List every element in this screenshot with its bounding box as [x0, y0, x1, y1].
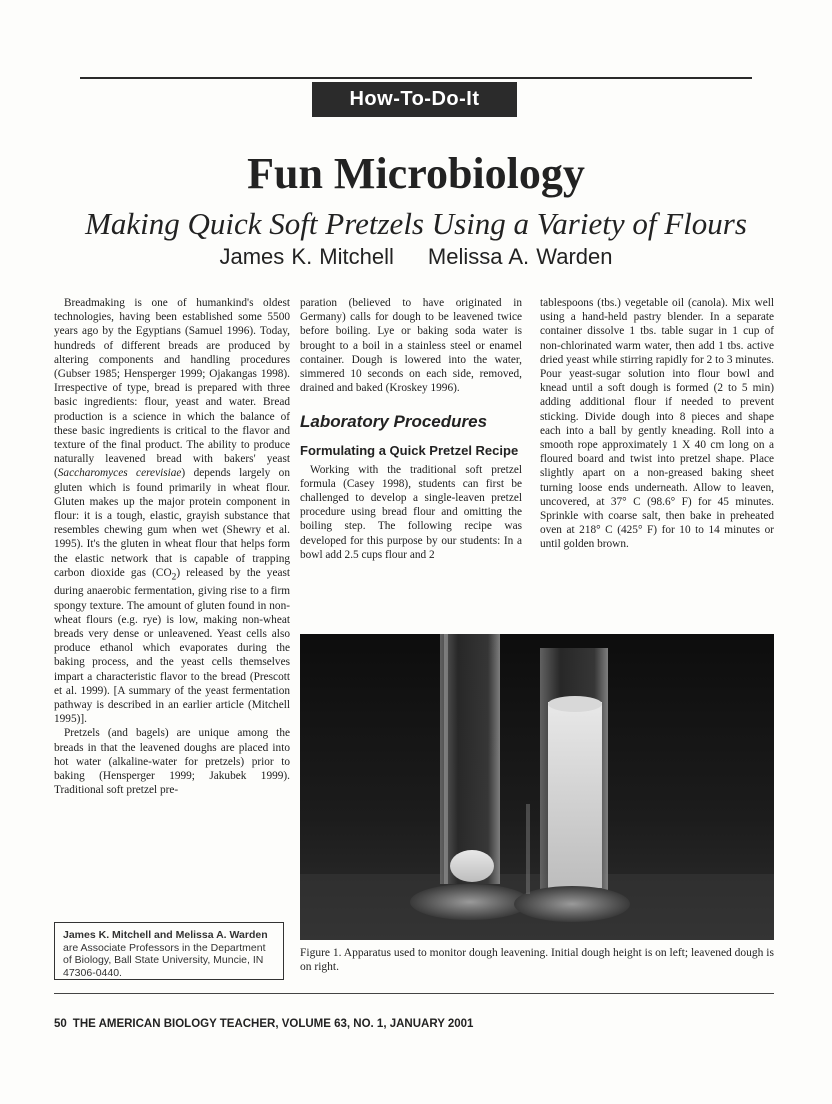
section-heading: Laboratory Procedures	[300, 412, 488, 432]
subsection-heading: Formulating a Quick Pretzel Recipe	[300, 442, 519, 458]
page-number: 50	[54, 1018, 67, 1030]
body-column-1	[54, 296, 290, 797]
body-paragraph: paration (believed to have originated in Germany) calls for dough to be leavened twice before boiling. Lye or baking soda water is brought to a boil in a stainless steel or enamel container. Dough is lowered into the water, simmered 10 seconds on each side, removed, drained and baked (Kroskey 1996).	[300, 297, 522, 395]
author-name: James K. Mitchell	[219, 244, 394, 269]
test-tubes-image	[300, 634, 774, 940]
article-subtitle: Making Quick Soft Pretzels Using a Variety of Flours	[85, 206, 747, 241]
journal-citation: THE AMERICAN BIOLOGY TEACHER, VOLUME 63, NO. 1, JANUARY 2001	[72, 1018, 474, 1030]
body-paragraph: Pretzels (and bagels) are unique among the breads in that the leavened doughs are placed into hot water (alkaline-water for pretzels) prior to baking (Hensperger 1999; Jakubek 1999). Traditional soft pretzel pre-	[54, 727, 290, 797]
body-column-2	[300, 296, 522, 562]
body-paragraph: tablespoons (tbs.) vegetable oil (canola). Mix well using a hand-held pastry blender. In a separate container dissolve 1 tbs. table sugar in 1 cup of non-chlorinated warm water, then add 1 tbs. active dried yeast while stirring rapidly for 2 to 3 minutes. Pour yeast-sugar solution into flour bowl and knead until a soft dough is formed (2 to 5 min) adding additional flour if needed to prevent sticking. Divide dough into 8 pieces and shape each into a ball by gently kneading. Roll into a smooth rope approximately 1 X 40 cm long on a floured board and twist into pretzel shape. Place slightly apart on a non-greased baking sheet turning loose ends underneath. Allow to leaven, uncovered, at 37° C (98.6° F) for 45 minutes. Sprinkle with coarse salt, then bake in preheated oven at 218° C (425° F) for 10 to 14 minutes or until golden brown.	[540, 297, 774, 551]
header-rule	[80, 77, 752, 79]
author-name: Melissa A. Warden	[427, 244, 613, 269]
body-column-3	[540, 296, 774, 552]
footer-rule	[54, 993, 774, 994]
figure-photo	[300, 634, 774, 940]
author-line	[0, 244, 832, 270]
article-title: Fun Microbiology	[247, 149, 585, 198]
author-affiliation-box: James K. Mitchell and Melissa A. Warden are Associate Professors in the Department of Biology, Ball State University, Muncie, IN 47306-0440.	[54, 922, 284, 980]
page-footer	[54, 1018, 473, 1030]
body-paragraph: Working with the traditional soft pretzel formula (Casey 1998), students can first be challenged to develop a single-leaven pretzel procedure using bread flour and omitting the boiling step. The following recipe was developed for this purpose by our students: In a bowl add 2.5 cups flour and 2	[300, 463, 522, 561]
section-banner: How-To-Do-It	[312, 82, 517, 117]
body-paragraph: Breadmaking is one of humankind's oldest technologies, having been established some 5500 years ago by the Egyptians (Samuel 1996). Today, hundreds of different breads are produced by altering components and handling procedures (Gubser 1985; Hensperger 1999; Ojakangas 1998). Irrespective of type, bread is prepared with three basic ingredients: flour, yeast and water. Bread production is a science in which the balance of these basic ingredients is critical to the flavor and texture of the final product. The ability to produce naturally leavened bread with bakers' yeast (Saccharomyces cerevisiae) depends largely on gluten which is found primarily in wheat flour. Gluten makes up the major protein component in flour: it is a tough, elastic, grayish substance that resembles chewing gum when wet (Shewry et al. 1995). It's the gluten in wheat flour that helps form the elastic network that is capable of trapping carbon dioxide gas $(CO_2)$ released by the yeast during anaerobic fermentation, giving rise to a firm spongy texture. The amount of gluten found in non-wheat flours (e.g. rye) is low, making non-wheat breads very dense or unleavened. Yeast cells also produce ethanol which evaporates during the baking process, and the yeast cells themselves impart a characteristic flavor to the bread (Prescott et al. 1999). [A summary of the yeast fermentation pathway is described in an earlier article (Mitchell 1995)].	[54, 297, 291, 726]
figure-caption: Figure 1. Apparatus used to monitor dough leavening. Initial dough height is on left; leavened dough is on right.	[300, 947, 774, 973]
